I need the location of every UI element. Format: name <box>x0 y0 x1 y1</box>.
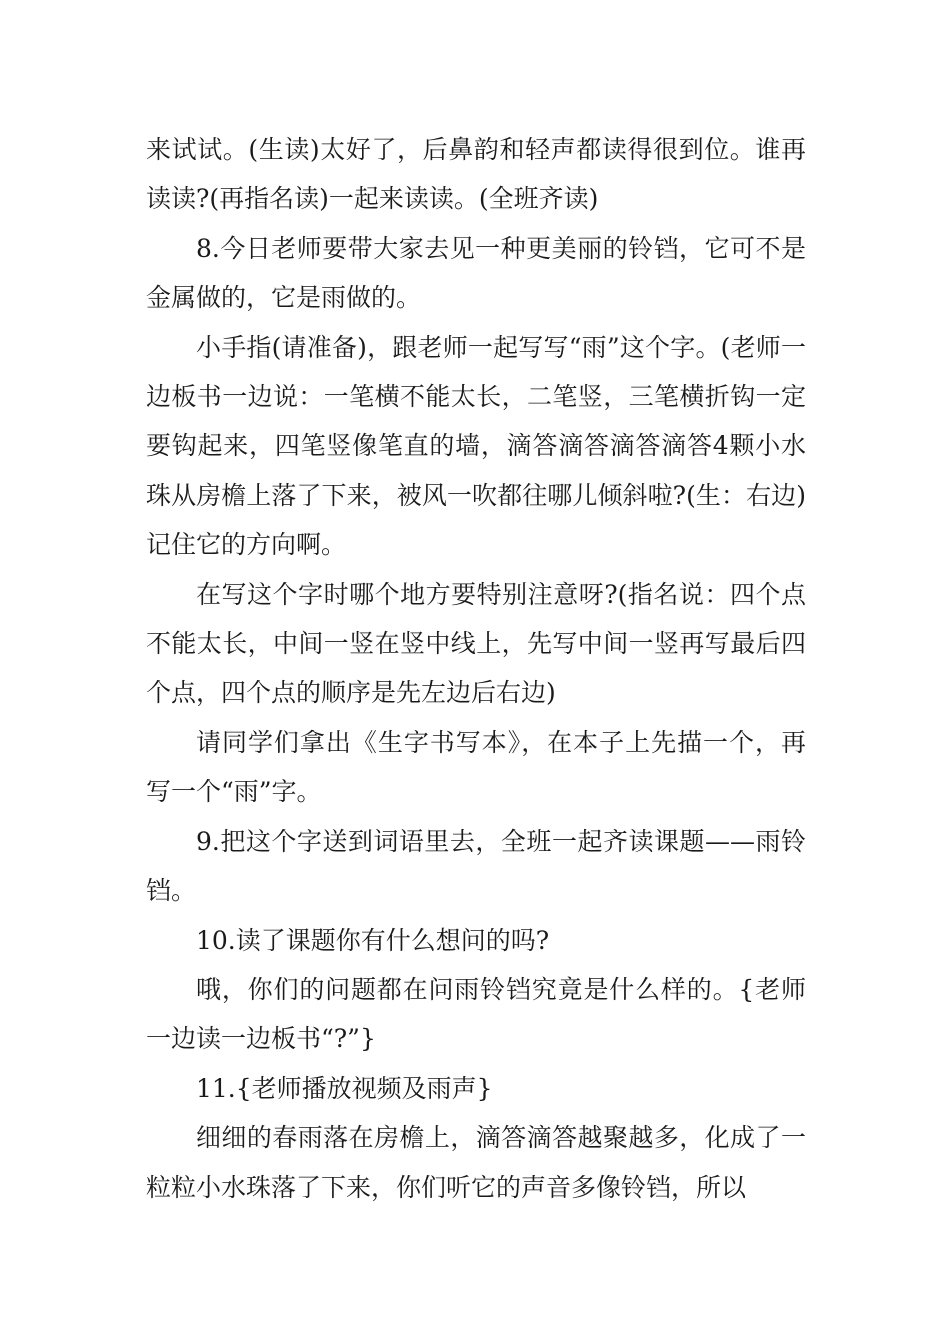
paragraph-step-11: 11.{老师播放视频及雨声} <box>196 1073 493 1103</box>
paragraph-step-9: 9.把这个字送到词语里去，全班一起齐读课题——雨铃铛。 <box>146 826 806 906</box>
document-page <box>146 125 806 1212</box>
paragraph-step-8: 8.今日老师要带大家去见一种更美丽的铃铛，它可不是金属做的，它是雨做的。 <box>146 233 806 313</box>
paragraph-continued: 来试试。(生读)太好了，后鼻韵和轻声都读得很到位。谁再读读?(再指名读)一起来读读。(全班齐读) <box>146 135 806 214</box>
paragraph-questions: 哦，你们的问题都在问雨铃铛究竟是什么样的。{老师一边读一边板书“?”} <box>146 974 806 1054</box>
paragraph-writing-demo: 小手指(请准备)，跟老师一起写写“雨”这个字。(老师一边板书一边说：一笔横不能太长，二笔竖，三笔横折钩一定要钩起来，四笔竖像笔直的墙，滴答滴答滴答滴答4颗小水珠从房檐上落了下来，被风一吹都往哪儿倾斜啦?(生：右边)记住它的方向啊。 <box>146 332 806 560</box>
paragraph-writing-notes: 在写这个字时哪个地方要特别注意呀?(指名说：四个点不能太长，中间一竖在竖中线上，先写中间一竖再写最后四个点，四个点的顺序是先左边后右边) <box>146 579 806 708</box>
paragraph-spring-rain: 细细的春雨落在房檐上，滴答滴答越聚越多，化成了一粒粒小水珠落了下来，你们听它的声音多像铃铛，所以 <box>146 1123 806 1202</box>
paragraph-step-10: 10.读了课题你有什么想问的吗? <box>196 925 550 955</box>
paragraph-workbook: 请同学们拿出《生字书写本》，在本子上先描一个，再写一个“雨”字。 <box>146 727 806 807</box>
